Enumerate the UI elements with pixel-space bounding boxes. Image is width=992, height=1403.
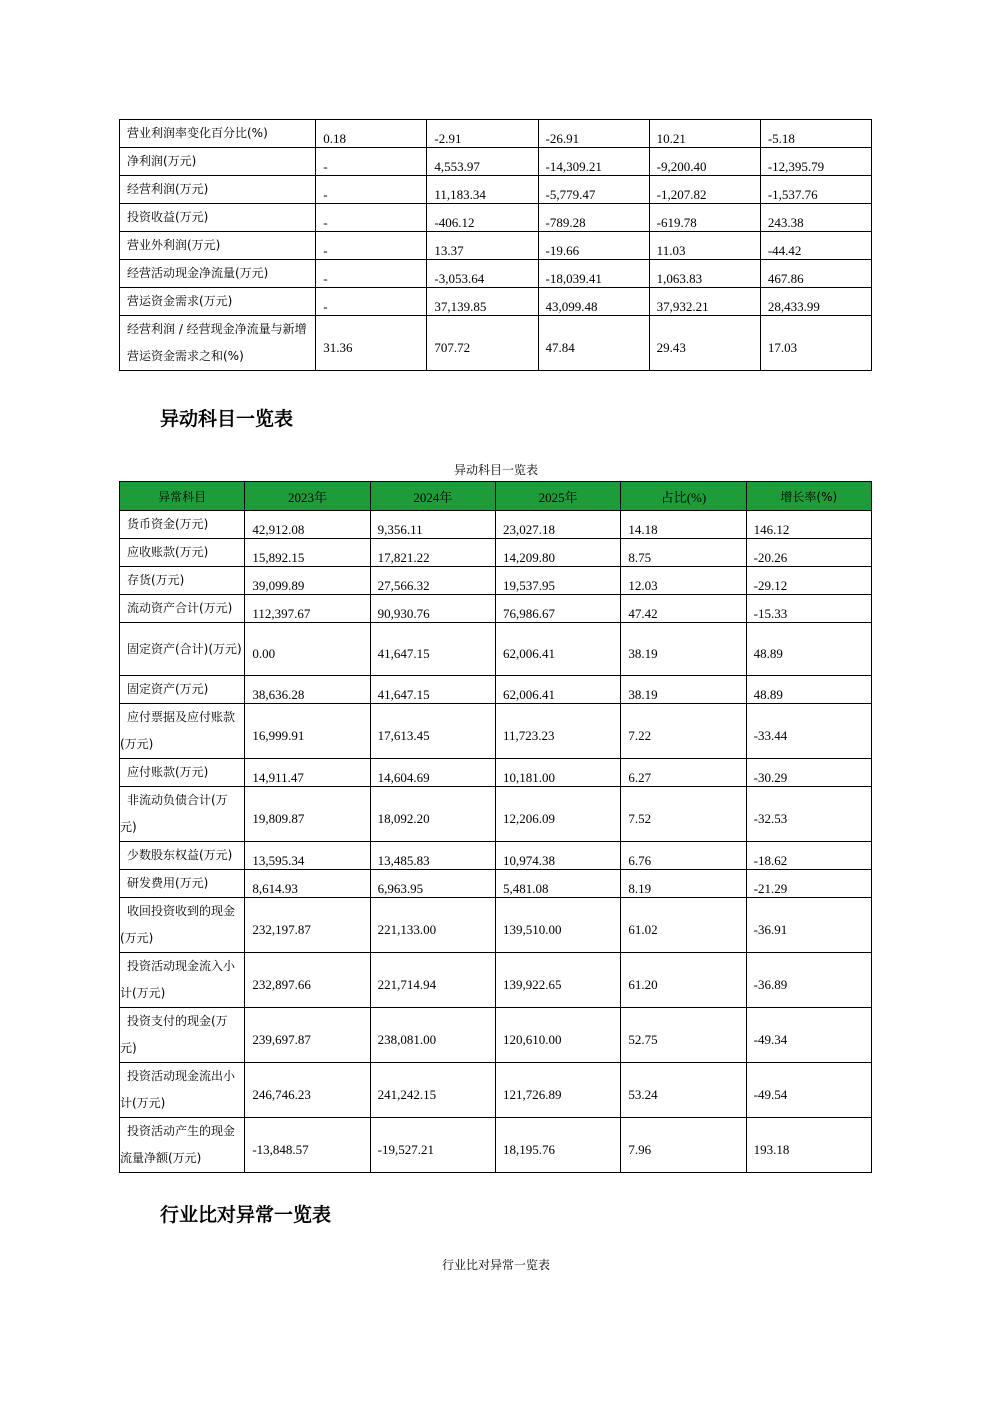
cell: 6,963.95 bbox=[370, 870, 495, 898]
row-label: 投资活动现金流出小计(万元) bbox=[120, 1063, 245, 1118]
cell: 62,006.41 bbox=[495, 676, 620, 704]
cell: 112,397.67 bbox=[245, 595, 370, 623]
cell: 12.03 bbox=[621, 567, 746, 595]
cell: -49.54 bbox=[746, 1063, 871, 1118]
table-row bbox=[120, 260, 872, 288]
cell: - bbox=[316, 176, 427, 204]
table-row bbox=[120, 539, 872, 567]
cell: 27,566.32 bbox=[370, 567, 495, 595]
row-label: 经营利润(万元) bbox=[120, 176, 316, 204]
cell: 15,892.15 bbox=[245, 539, 370, 567]
cell: 13,485.83 bbox=[370, 842, 495, 870]
row-label: 固定资产(万元) bbox=[120, 676, 245, 704]
cell: -49.34 bbox=[746, 1008, 871, 1063]
header-row bbox=[120, 482, 872, 511]
column-header: 2024年 bbox=[370, 482, 495, 511]
table-row bbox=[120, 120, 872, 148]
cell: 243.38 bbox=[760, 204, 871, 232]
cell: 4,553.97 bbox=[427, 148, 538, 176]
cell: 39,099.89 bbox=[245, 567, 370, 595]
table-row bbox=[120, 176, 872, 204]
row-label: 营业利润率变化百分比(%) bbox=[120, 120, 316, 148]
table-row bbox=[120, 623, 872, 676]
table-row bbox=[120, 759, 872, 787]
cell: 47.42 bbox=[621, 595, 746, 623]
cell: - bbox=[316, 260, 427, 288]
cell: 120,610.00 bbox=[495, 1008, 620, 1063]
table-row bbox=[120, 676, 872, 704]
cell: 28,433.99 bbox=[760, 288, 871, 316]
row-label: 营业外利润(万元) bbox=[120, 232, 316, 260]
cell: 31.36 bbox=[316, 316, 427, 371]
table-caption-anomalies: 异动科目一览表 bbox=[453, 463, 538, 477]
table-row bbox=[120, 898, 872, 953]
row-label: 投资活动现金流入小计(万元) bbox=[120, 953, 245, 1008]
cell: -30.29 bbox=[746, 759, 871, 787]
row-label: 货币资金(万元) bbox=[120, 511, 245, 539]
table-row bbox=[120, 953, 872, 1008]
cell: 48.89 bbox=[746, 623, 871, 676]
column-header: 2023年 bbox=[245, 482, 370, 511]
cell: -44.42 bbox=[760, 232, 871, 260]
cell: 10.21 bbox=[649, 120, 760, 148]
cell: 17,821.22 bbox=[370, 539, 495, 567]
cell: -406.12 bbox=[427, 204, 538, 232]
row-label: 营运资金需求(万元) bbox=[120, 288, 316, 316]
table-row bbox=[120, 1118, 872, 1173]
cell: 48.89 bbox=[746, 676, 871, 704]
cell: 6.76 bbox=[621, 842, 746, 870]
table-row bbox=[120, 704, 872, 759]
table-row bbox=[120, 1008, 872, 1063]
cell: -1,207.82 bbox=[649, 176, 760, 204]
cell: 7.52 bbox=[621, 787, 746, 842]
column-header: 增长率(%) bbox=[746, 482, 871, 511]
cell: 38.19 bbox=[621, 676, 746, 704]
cell: 232,197.87 bbox=[245, 898, 370, 953]
table-row bbox=[120, 567, 872, 595]
cell: 17.03 bbox=[760, 316, 871, 371]
column-header: 异常科目 bbox=[120, 482, 245, 511]
cell: 18,195.76 bbox=[495, 1118, 620, 1173]
cell: -14,309.21 bbox=[538, 148, 649, 176]
section-heading-industry: 行业比对异常一览表 bbox=[160, 1204, 332, 1226]
cell: 23,027.18 bbox=[495, 511, 620, 539]
row-label: 收回投资收到的现金(万元) bbox=[120, 898, 245, 953]
cell: 52.75 bbox=[621, 1008, 746, 1063]
row-label: 流动资产合计(万元) bbox=[120, 595, 245, 623]
cell: 16,999.91 bbox=[245, 704, 370, 759]
cell: -9,200.40 bbox=[649, 148, 760, 176]
cell: 10,974.38 bbox=[495, 842, 620, 870]
cell: -15.33 bbox=[746, 595, 871, 623]
cell: 53.24 bbox=[621, 1063, 746, 1118]
cell: 29.43 bbox=[649, 316, 760, 371]
row-label: 净利润(万元) bbox=[120, 148, 316, 176]
cell: 121,726.89 bbox=[495, 1063, 620, 1118]
cell: 232,897.66 bbox=[245, 953, 370, 1008]
cell: 8,614.93 bbox=[245, 870, 370, 898]
cell: 707.72 bbox=[427, 316, 538, 371]
cell: 0.00 bbox=[245, 623, 370, 676]
row-label: 经营利润 / 经营现金净流量与新增营运资金需求之和(%) bbox=[120, 316, 316, 371]
cell: 13,595.34 bbox=[245, 842, 370, 870]
row-label: 应收账款(万元) bbox=[120, 539, 245, 567]
row-label: 投资收益(万元) bbox=[120, 204, 316, 232]
cell: 43,099.48 bbox=[538, 288, 649, 316]
cell: -18.62 bbox=[746, 842, 871, 870]
row-label: 投资支付的现金(万元) bbox=[120, 1008, 245, 1063]
cell: - bbox=[316, 204, 427, 232]
column-header: 占比(%) bbox=[621, 482, 746, 511]
cell: 241,242.15 bbox=[370, 1063, 495, 1118]
cell: 37,139.85 bbox=[427, 288, 538, 316]
cell: -19.66 bbox=[538, 232, 649, 260]
cell: -19,527.21 bbox=[370, 1118, 495, 1173]
row-label: 应付账款(万元) bbox=[120, 759, 245, 787]
cell: 6.27 bbox=[621, 759, 746, 787]
cell: 19,809.87 bbox=[245, 787, 370, 842]
cell: -26.91 bbox=[538, 120, 649, 148]
row-label: 存货(万元) bbox=[120, 567, 245, 595]
cell: 62,006.41 bbox=[495, 623, 620, 676]
cell: 12,206.09 bbox=[495, 787, 620, 842]
cell: 5,481.08 bbox=[495, 870, 620, 898]
cell: 221,133.00 bbox=[370, 898, 495, 953]
table-row bbox=[120, 842, 872, 870]
cell: 41,647.15 bbox=[370, 676, 495, 704]
table-row bbox=[120, 595, 872, 623]
cell: 61.20 bbox=[621, 953, 746, 1008]
cell: 10,181.00 bbox=[495, 759, 620, 787]
cell: -12,395.79 bbox=[760, 148, 871, 176]
table-row bbox=[120, 1063, 872, 1118]
cell: 47.84 bbox=[538, 316, 649, 371]
row-label: 投资活动产生的现金流量净额(万元) bbox=[120, 1118, 245, 1173]
cell: 146.12 bbox=[746, 511, 871, 539]
table-row bbox=[120, 204, 872, 232]
cell: -5,779.47 bbox=[538, 176, 649, 204]
table-row bbox=[120, 511, 872, 539]
cell: -3,053.64 bbox=[427, 260, 538, 288]
cell: - bbox=[316, 148, 427, 176]
cell: -21.29 bbox=[746, 870, 871, 898]
table-row bbox=[120, 787, 872, 842]
cell: 7.22 bbox=[621, 704, 746, 759]
cell: 37,932.21 bbox=[649, 288, 760, 316]
table-row bbox=[120, 288, 872, 316]
cell: 238,081.00 bbox=[370, 1008, 495, 1063]
cell: 14,604.69 bbox=[370, 759, 495, 787]
cell: 246,746.23 bbox=[245, 1063, 370, 1118]
cell: - bbox=[316, 232, 427, 260]
row-label: 固定资产(合计)(万元) bbox=[120, 623, 245, 676]
cell: 14.18 bbox=[621, 511, 746, 539]
cell: 8.19 bbox=[621, 870, 746, 898]
row-label: 应付票据及应付账款(万元) bbox=[120, 704, 245, 759]
column-header: 2025年 bbox=[495, 482, 620, 511]
cell: -13,848.57 bbox=[245, 1118, 370, 1173]
cell: -33.44 bbox=[746, 704, 871, 759]
cell: 7.96 bbox=[621, 1118, 746, 1173]
cell: 239,697.87 bbox=[245, 1008, 370, 1063]
section-heading-anomalies: 异动科目一览表 bbox=[160, 408, 294, 430]
cell: -32.53 bbox=[746, 787, 871, 842]
financial-metrics-table bbox=[119, 119, 872, 371]
cell: -18,039.41 bbox=[538, 260, 649, 288]
cell: 90,930.76 bbox=[370, 595, 495, 623]
row-label: 研发费用(万元) bbox=[120, 870, 245, 898]
cell: -2.91 bbox=[427, 120, 538, 148]
cell: 76,986.67 bbox=[495, 595, 620, 623]
cell: 1,063.83 bbox=[649, 260, 760, 288]
cell: 14,911.47 bbox=[245, 759, 370, 787]
cell: 221,714.94 bbox=[370, 953, 495, 1008]
cell: 17,613.45 bbox=[370, 704, 495, 759]
cell: 139,922.65 bbox=[495, 953, 620, 1008]
cell: -20.26 bbox=[746, 539, 871, 567]
cell: -1,537.76 bbox=[760, 176, 871, 204]
anomaly-items-table bbox=[119, 481, 872, 1173]
cell: 193.18 bbox=[746, 1118, 871, 1173]
cell: 18,092.20 bbox=[370, 787, 495, 842]
cell: 38.19 bbox=[621, 623, 746, 676]
cell: 11.03 bbox=[649, 232, 760, 260]
row-label: 非流动负债合计(万元) bbox=[120, 787, 245, 842]
table-row bbox=[120, 232, 872, 260]
cell: 38,636.28 bbox=[245, 676, 370, 704]
cell: 13.37 bbox=[427, 232, 538, 260]
row-label: 经营活动现金净流量(万元) bbox=[120, 260, 316, 288]
cell: -789.28 bbox=[538, 204, 649, 232]
cell: 11,723.23 bbox=[495, 704, 620, 759]
cell: 0.18 bbox=[316, 120, 427, 148]
cell: -36.89 bbox=[746, 953, 871, 1008]
cell: 61.02 bbox=[621, 898, 746, 953]
cell: 42,912.08 bbox=[245, 511, 370, 539]
cell: 14,209.80 bbox=[495, 539, 620, 567]
table-row bbox=[120, 870, 872, 898]
cell: 8.75 bbox=[621, 539, 746, 567]
cell: 467.86 bbox=[760, 260, 871, 288]
cell: - bbox=[316, 288, 427, 316]
cell: -619.78 bbox=[649, 204, 760, 232]
cell: 19,537.95 bbox=[495, 567, 620, 595]
cell: -5.18 bbox=[760, 120, 871, 148]
table-row bbox=[120, 148, 872, 176]
table-row bbox=[120, 316, 872, 371]
cell: 139,510.00 bbox=[495, 898, 620, 953]
cell: -36.91 bbox=[746, 898, 871, 953]
cell: -29.12 bbox=[746, 567, 871, 595]
row-label: 少数股东权益(万元) bbox=[120, 842, 245, 870]
cell: 9,356.11 bbox=[370, 511, 495, 539]
cell: 41,647.15 bbox=[370, 623, 495, 676]
cell: 11,183.34 bbox=[427, 176, 538, 204]
table-caption-industry: 行业比对异常一览表 bbox=[441, 1258, 550, 1272]
